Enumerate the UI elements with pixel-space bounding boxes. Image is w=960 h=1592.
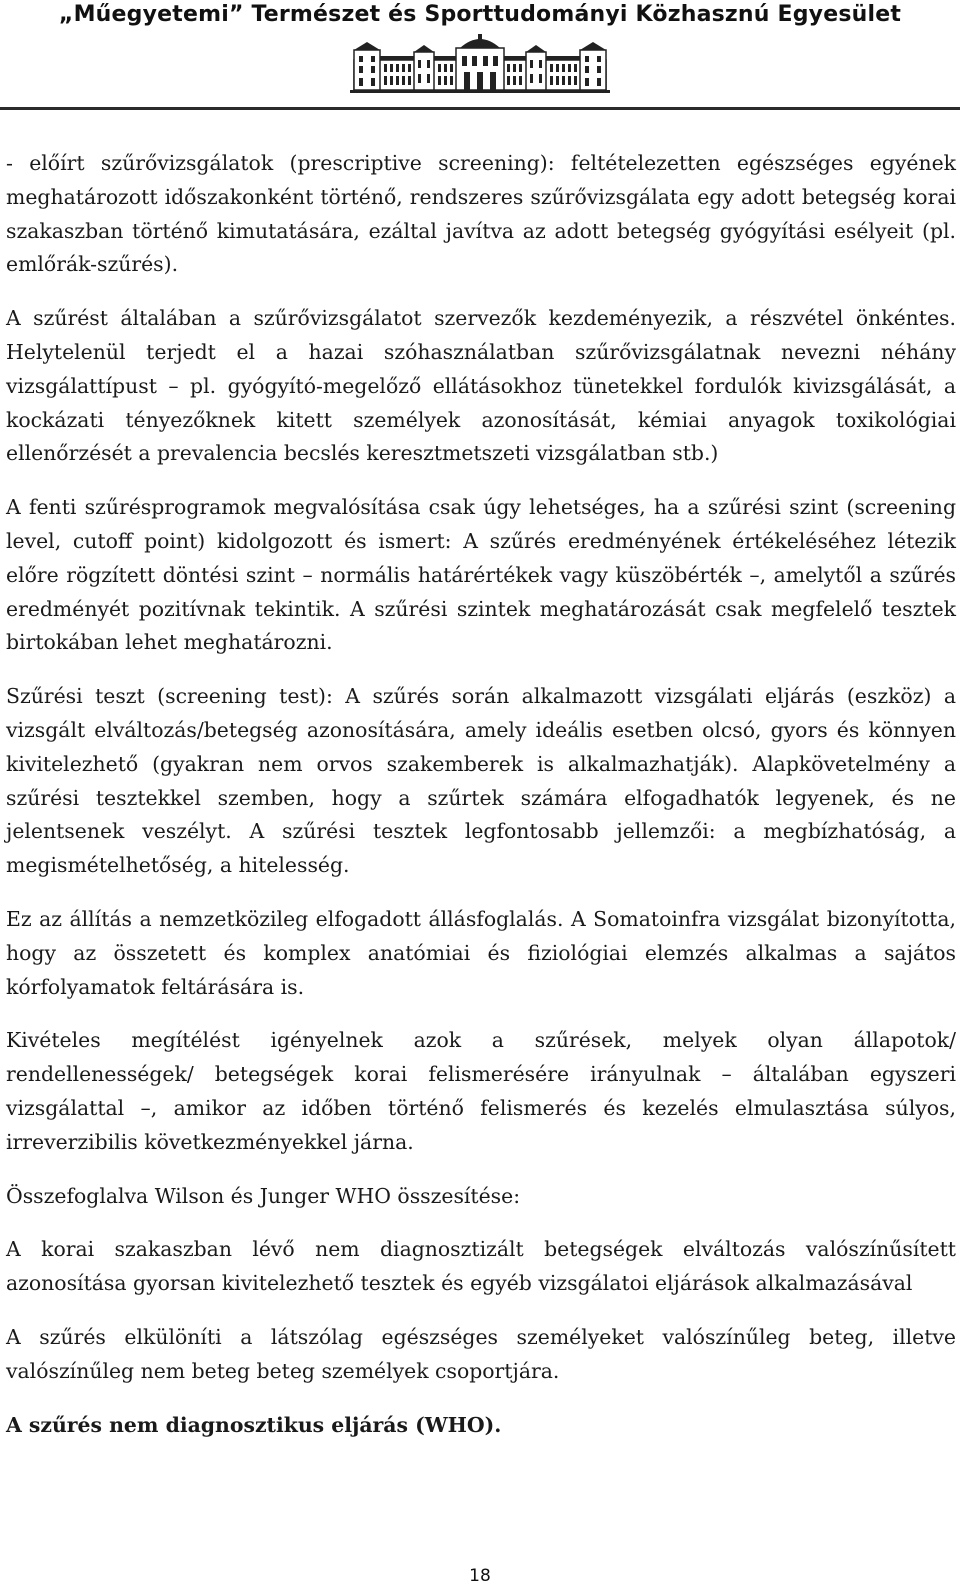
paragraph-who-summary-intro: Összefoglalva Wilson és Junger WHO összesítése: [6,1183,521,1208]
paragraph-voluntary-screening: A szűrést általában a szűrővizsgálatot szervezők kezdeményezik, a részvétel önkéntes. Helytelenül terjedt el a hazai szóhasználatban szűrővizsgálatnak nevezni néhány vizsgálattípust – pl. gyógyító-megelőző ellátásokhoz tünetekkel fordulók kivizsgálását, a kockázati tényezőknek kitett személyek azonosítását, kémiai anyagok toxikológiai ellenőrzését a prevalencia becslés keresztmetszeti vizsgálatban stb.) [6,306,956,466]
paragraph-prescriptive-screening: - előírt szűrővizsgálatok (prescriptive screening): feltételezetten egészséges egyének meghatározott időszakonként történő, rendszeres szűrővizsgálata egy adott betegség korai szakaszban történő kimutatására, ezáltal javítva az adott betegség gyógyítási esélyeit (pl. emlőrák-szűrés). [6,151,956,277]
paragraph-who-conclusion: A szűrés nem diagnosztikus eljárás (WHO). [6,1412,502,1437]
document-body [6,147,956,1462]
page-header [0,0,960,112]
page-number: 18 [469,1566,491,1586]
paragraph-exceptional-screening: Kivételes megítélést igényelnek azok a szűrések, melyek olyan állapotok/ rendellenességek/ betegségek korai felismerésére irányulnak – általában egyszeri vizsgálattal –, amikor az időben történő felismerés és kezelés elmulasztása súlyos, irreverzibilis következményekkel járna. [6,1028,956,1154]
paragraph-screening-level: A fenti szűrésprogramok megvalósítása csak úgy lehetséges, ha a szűrési szint (screening level, cutoff point) kidolgozott és ismert: A szűrés eredményének értékeléséhez létezik előre rögzített döntési szint – normális határértékek vagy küszöbérték –, amelytől a szűrés eredményét pozitívnak tekintik. A szűrési szintek meghatározását csak megfelelő tesztek birtokában lehet meghatározni. [6,495,956,655]
paragraph-who-point-1: A korai szakaszban lévő nem diagnosztizált betegségek elváltozás valószínűsített azonosítása gyorsan kivitelezhető tesztek és egyéb vizsgálatoi eljárások alkalmazásával [6,1237,956,1296]
paragraph-who-point-2: A szűrés elkülöníti a látszólag egészséges személyeket valószínűleg beteg, illetve valószínűleg nem beteg beteg személyek csoportjára. [6,1324,956,1383]
organization-title: „Műegyetemi” Természet és Sporttudományi Közhasznú Egyesület [58,2,902,27]
paragraph-somatoinfra: Ez az állítás a nemzetközileg elfogadott állásfoglalás. A Somatoinfra vizsgálat bizonyította, hogy az összetett és komplex anatómiai és fiziológiai elemzés alkalmas a sajátos kórfolyamatok feltárására is. [6,906,956,999]
university-building-icon [350,34,610,94]
paragraph-screening-test: Szűrési teszt (screening test): A szűrés során alkalmazott vizsgálati eljárás (eszköz) a vizsgált elváltozás/betegség azonosítására, amely ideális esetben olcsó, gyors és könnyen kivitelezhető (gyakran nem orvos szakemberek is alkalmazhatják). Alapkövetelmény a szűrési tesztekkel szemben, hogy a szűrtek számára elfogadhatók legyenek, és ne jelentsenek veszélyt. A szűrési tesztek legfontosabb jellemzői: a megbízhatóság, a megismételhetőség, a hitelesség. [6,684,956,878]
header-divider [0,107,960,110]
